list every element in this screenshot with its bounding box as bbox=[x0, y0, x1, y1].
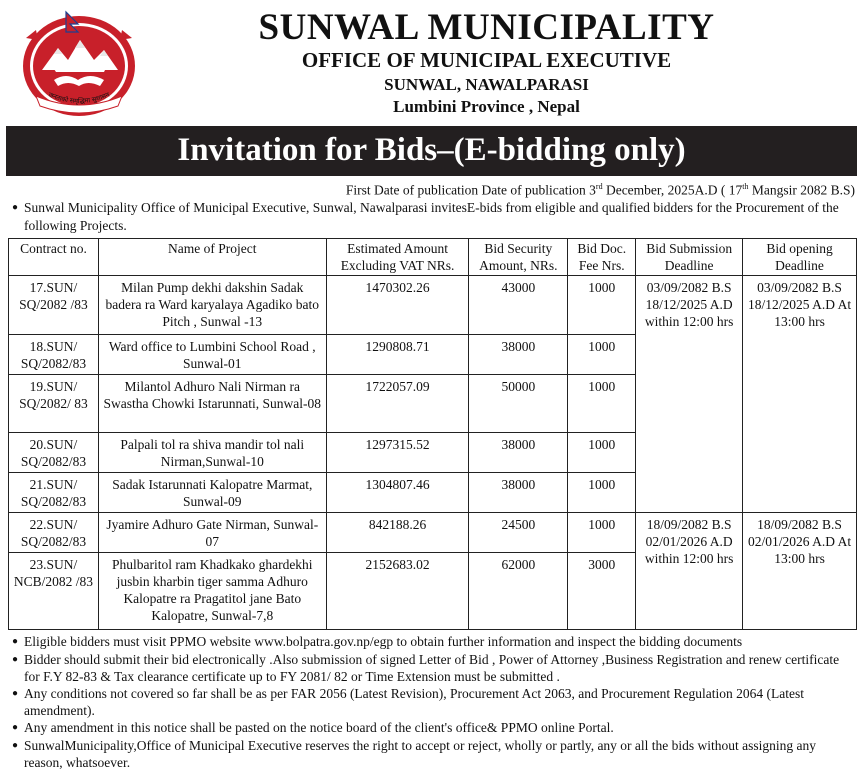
fee-cell: 1000 bbox=[568, 512, 636, 552]
col-opening-deadline: Bid opening Deadline bbox=[743, 238, 857, 275]
amount-cell: 1470302.26 bbox=[326, 275, 469, 334]
bullet-icon: ● bbox=[11, 687, 19, 699]
col-doc-fee: Bid Doc. Fee Nrs. bbox=[568, 238, 636, 275]
col-contract-no: Contract no. bbox=[9, 238, 99, 275]
fee-cell: 1000 bbox=[568, 472, 636, 512]
intro-paragraph: ● Sunwal Municipality Office of Municipal Executive, Sunwal, Nawalparasi invitesE-bids from eligible and qualified bidders for the Procurement of the following Projects. bbox=[6, 199, 857, 235]
amount-cell: 842188.26 bbox=[326, 512, 469, 552]
project-cell: Phulbaritol ram Khadkako ghardekhi jusbin kharbin tiger samma Adhuro Kalopatre ra Pragatitol jane Bato Kalopatre, Sunwal-7,8 bbox=[98, 552, 326, 629]
amount-cell: 1304807.46 bbox=[326, 472, 469, 512]
contract-cell: 20.SUN/ SQ/2082/83 bbox=[9, 432, 99, 472]
submission-deadline-cell: 03/09/2082 B.S 18/12/2025 A.D within 12:00 hrs bbox=[636, 275, 743, 512]
security-cell: 24500 bbox=[469, 512, 568, 552]
notes-list bbox=[6, 633, 857, 771]
col-submission-deadline: Bid Submission Deadline bbox=[636, 238, 743, 275]
contract-cell: 21.SUN/ SQ/2082/83 bbox=[9, 472, 99, 512]
project-cell: Milan Pump dekhi dakshin Sadak badera ra Ward karyalaya Agadiko bato Pitch , Sunwal -13 bbox=[98, 275, 326, 334]
fee-cell: 1000 bbox=[568, 334, 636, 374]
col-estimated-amount: Estimated Amount Excluding VAT NRs. bbox=[326, 238, 469, 275]
fee-cell: 3000 bbox=[568, 552, 636, 629]
province-line: Lumbini Province , Nepal bbox=[393, 97, 580, 116]
security-cell: 38000 bbox=[469, 472, 568, 512]
emblem-motto: जनताको समृद्धिमा सुशासन bbox=[47, 90, 111, 106]
municipality-emblem-icon bbox=[18, 10, 140, 118]
project-cell: Sadak Istarunnati Kalopatre Marmat, Sunwal-09 bbox=[98, 472, 326, 512]
fee-cell: 1000 bbox=[568, 374, 636, 432]
table-header-row bbox=[9, 238, 857, 275]
list-item: ● Eligible bidders must visit PPMO website www.bolpatra.gov.np/egp to obtain further information and inspect the bidding documents bbox=[6, 633, 857, 651]
contract-cell: 17.SUN/ SQ/2082 /83 bbox=[9, 275, 99, 334]
project-cell: Jyamire Adhuro Gate Nirman, Sunwal-07 bbox=[98, 512, 326, 552]
contract-cell: 18.SUN/ SQ/2082/83 bbox=[9, 334, 99, 374]
bullet-icon: ● bbox=[11, 653, 19, 665]
header bbox=[6, 4, 857, 124]
bullet-icon: ● bbox=[11, 635, 19, 647]
municipality-title: SUNWAL MUNICIPALITY bbox=[258, 7, 715, 48]
list-item: ● Bidder should submit their bid electronically .Also submission of signed Letter of Bid , Power of Attorney ,Business Registration and renew certificate for F.Y 82-83 & Tax clearance certificate up to FY 2081/ 82 or Time Extension must be submitted . bbox=[6, 651, 857, 685]
security-cell: 50000 bbox=[469, 374, 568, 432]
list-item: ● Any amendment in this notice shall be pasted on the notice board of the client's office& PPMO online Portal. bbox=[6, 719, 857, 737]
table-row bbox=[9, 275, 857, 334]
opening-deadline-cell: 18/09/2082 B.S 02/01/2026 A.D At 13:00 hrs bbox=[743, 512, 857, 629]
contract-cell: 22.SUN/ SQ/2082/83 bbox=[9, 512, 99, 552]
project-cell: Milantol Adhuro Nali Nirman ra Swastha Chowki Istarunnati, Sunwal-08 bbox=[98, 374, 326, 432]
bullet-icon: ● bbox=[11, 201, 19, 213]
security-cell: 38000 bbox=[469, 432, 568, 472]
list-item: ● SunwalMunicipality,Office of Municipal Executive reserves the right to accept or reject, wholly or partly, any or all the bids without assigning any reason, whatsoever. bbox=[6, 737, 857, 771]
fee-cell: 1000 bbox=[568, 275, 636, 334]
contract-cell: 23.SUN/ NCB/2082 /83 bbox=[9, 552, 99, 629]
col-project-name: Name of Project bbox=[98, 238, 326, 275]
col-bid-security: Bid Security Amount, NRs. bbox=[469, 238, 568, 275]
submission-deadline-cell: 18/09/2082 B.S 02/01/2026 A.D within 12:00 hrs bbox=[636, 512, 743, 629]
location-line: SUNWAL, NAWALPARASI bbox=[384, 75, 589, 94]
contract-cell: 19.SUN/ SQ/2082/ 83 bbox=[9, 374, 99, 432]
amount-cell: 1290808.71 bbox=[326, 334, 469, 374]
fee-cell: 1000 bbox=[568, 432, 636, 472]
header-titles bbox=[156, 8, 817, 118]
amount-cell: 1297315.52 bbox=[326, 432, 469, 472]
project-cell: Ward office to Lumbini School Road , Sunwal-01 bbox=[98, 334, 326, 374]
opening-deadline-cell: 03/09/2082 B.S 18/12/2025 A.D At 13:00 hrs bbox=[743, 275, 857, 512]
table-row bbox=[9, 512, 857, 552]
project-cell: Palpali tol ra shiva mandir tol nali Nirman,Sunwal-10 bbox=[98, 432, 326, 472]
security-cell: 38000 bbox=[469, 334, 568, 374]
bids-table bbox=[8, 238, 857, 630]
bullet-icon: ● bbox=[11, 721, 19, 733]
security-cell: 43000 bbox=[469, 275, 568, 334]
bullet-icon: ● bbox=[11, 739, 19, 751]
office-title: OFFICE OF MUNICIPAL EXECUTIVE bbox=[301, 48, 672, 72]
list-item: ● Any conditions not covered so far shall be as per FAR 2056 (Latest Revision), Procurement Act 2063, and Procurement Regulation 2064 (Latest amendment). bbox=[6, 685, 857, 719]
bid-invitation-banner: Invitation for Bids–(E-bidding only) bbox=[6, 126, 857, 176]
security-cell: 62000 bbox=[469, 552, 568, 629]
publication-date: First Date of publication Date of publication 3rd December, 2025A.D ( 17th Mangsir 2082 B.S) bbox=[345, 182, 855, 198]
amount-cell: 2152683.02 bbox=[326, 552, 469, 629]
amount-cell: 1722057.09 bbox=[326, 374, 469, 432]
